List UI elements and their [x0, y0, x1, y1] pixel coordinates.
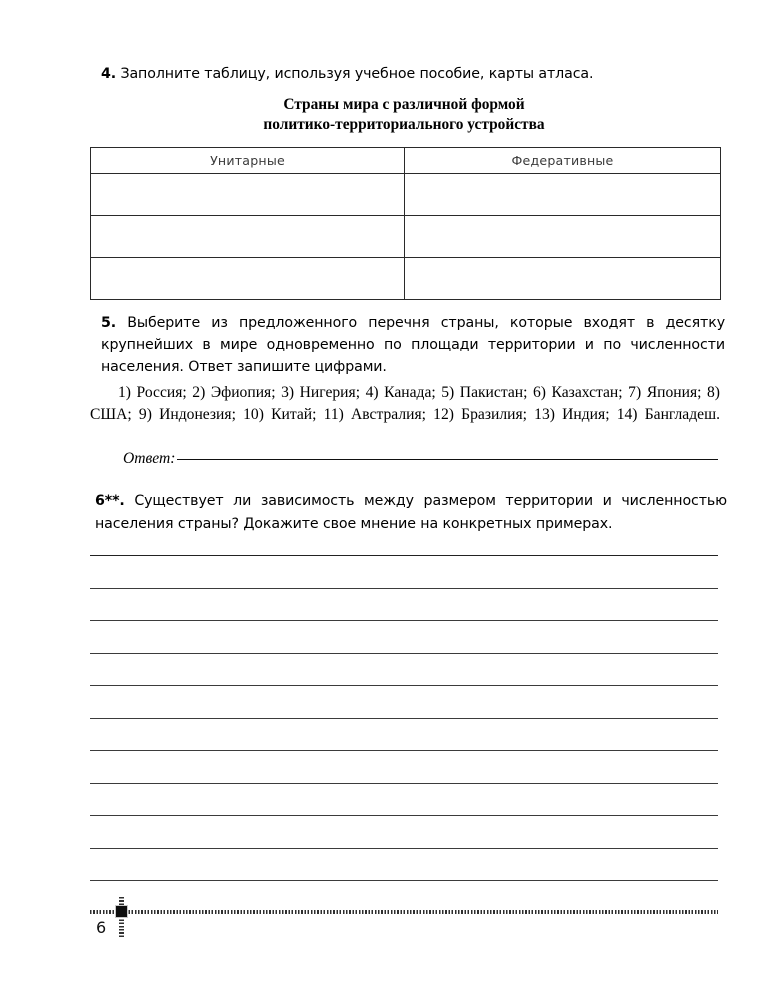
answer-line[interactable] [90, 685, 718, 718]
answer-line[interactable] [90, 848, 718, 881]
table-row [91, 216, 721, 258]
task-5-text: Выберите из предложенного перечня страны, которые входят в десятку крупнейших в мире одновременно по площади территории и по численности населения. Ответ запишите цифрами. [101, 315, 725, 375]
task-4-text: Заполните таблицу, используя учебное пособие, карты атласа. [116, 66, 594, 82]
answer-line[interactable] [90, 653, 718, 686]
task-6-number: 6**. [95, 493, 125, 509]
answer-line[interactable] [90, 588, 718, 621]
task-6-text: Существует ли зависимость между размером территории и численностью населения страны? Докажите свое мнение на конкретных примерах. [95, 493, 727, 532]
answer-line[interactable] [90, 555, 718, 588]
answer-line[interactable] [90, 783, 718, 816]
answer-line[interactable] [90, 750, 718, 783]
task-4-number: 4. [101, 66, 117, 82]
answer-line[interactable] [90, 718, 718, 751]
footer-ornament-square-marker [115, 905, 128, 918]
table-header-unitary: Унитарные [91, 148, 405, 174]
answer-line[interactable] [90, 815, 718, 848]
page-number: 6 [96, 918, 107, 937]
table-row [91, 174, 721, 216]
forms-of-government-table [90, 147, 721, 300]
table-row [91, 258, 721, 300]
table-cell-federal[interactable] [405, 258, 721, 300]
table-cell-federal[interactable] [405, 216, 721, 258]
task-5-answer-row [123, 450, 718, 468]
task-5 [101, 313, 725, 378]
task-6 [95, 490, 727, 535]
task-5-country-list: 1) Россия; 2) Эфиопия; 3) Нигерия; 4) Канада; 5) Пакистан; 6) Казахстан; 7) Япония; 8) США; 9) Индонезия; 10) Китай; 11) Австралия; 12) Бразилия; 13) Индия; 14) Бангладеш. [90, 384, 720, 423]
table-cell-unitary[interactable] [91, 258, 405, 300]
task-5-answer-label: Ответ: [123, 450, 176, 467]
table-header-row [91, 148, 721, 174]
footer-ornament-rule [90, 908, 718, 916]
table-caption-line-2: политико-территориального устройства [263, 116, 545, 133]
table-caption [90, 95, 718, 135]
table-cell-unitary[interactable] [91, 174, 405, 216]
table-cell-unitary[interactable] [91, 216, 405, 258]
table-caption-line-1: Страны мира с различной формой [283, 96, 525, 113]
task-6-answer-lines [90, 555, 718, 913]
task-4 [101, 64, 726, 86]
table-header-federal: Федеративные [405, 148, 721, 174]
answer-line[interactable] [90, 620, 718, 653]
table-cell-federal[interactable] [405, 174, 721, 216]
task-5-number: 5. [101, 315, 117, 331]
task-5-answer-blank[interactable] [177, 459, 718, 460]
